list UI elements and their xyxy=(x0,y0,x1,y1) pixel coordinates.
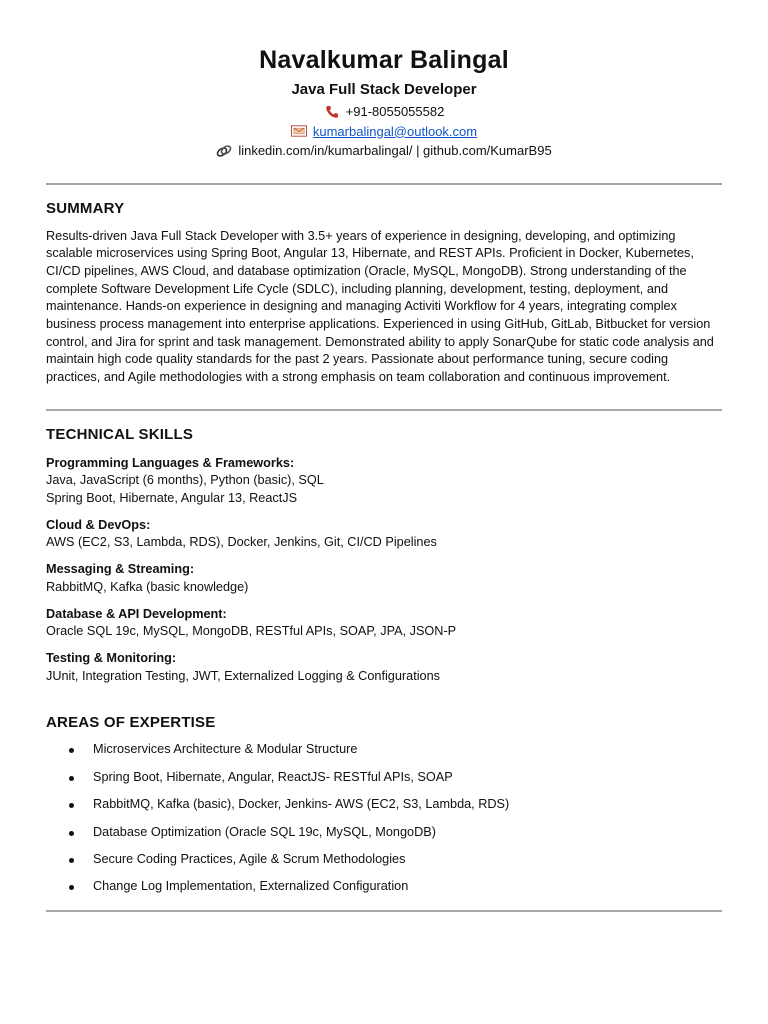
email-link[interactable]: kumarbalingal@outlook.com xyxy=(312,123,478,139)
skill-group-line: JUnit, Integration Testing, JWT, Externalized Logging & Configurations xyxy=(46,668,440,683)
expertise-list xyxy=(46,741,722,895)
skill-group-line: Java, JavaScript (6 months), Python (basic), SQL xyxy=(46,473,324,488)
expertise-heading: AREAS OF EXPERTISE xyxy=(46,714,216,732)
list-item xyxy=(46,796,722,814)
skills-section xyxy=(46,426,722,686)
list-item-text: Database Optimization (Oracle SQL 19c, MySQL, MongoDB) xyxy=(93,824,436,839)
list-item-text: RabbitMQ, Kafka (basic), Docker, Jenkins- AWS (EC2, S3, Lambda, RDS) xyxy=(93,797,510,812)
skill-group-database xyxy=(46,606,722,641)
profile-links[interactable]: linkedin.com/in/kumarbalingal/ | github.com/KumarB95 xyxy=(238,143,552,158)
skill-group-label: Messaging & Streaming: xyxy=(46,562,195,577)
divider xyxy=(46,910,722,912)
divider xyxy=(46,409,722,411)
list-item-text: Change Log Implementation, Externalized Configuration xyxy=(93,879,409,894)
list-item xyxy=(46,741,722,759)
summary-section xyxy=(46,200,722,387)
resume-page xyxy=(46,0,722,912)
bullet-icon xyxy=(69,748,74,753)
bullet-icon xyxy=(69,885,74,890)
phone-number: +91-8055055582 xyxy=(345,104,445,119)
email-line xyxy=(46,122,722,142)
summary-heading: SUMMARY xyxy=(46,199,125,217)
skill-group-label: Database & API Development: xyxy=(46,606,227,621)
job-title: Java Full Stack Developer xyxy=(291,81,477,98)
email-icon xyxy=(291,124,307,138)
skill-group-line: RabbitMQ, Kafka (basic knowledge) xyxy=(46,579,249,594)
skill-group-line: Spring Boot, Hibernate, Angular 13, ReactJS xyxy=(46,490,298,505)
phone-line xyxy=(46,102,722,122)
skill-group-programming xyxy=(46,455,722,508)
list-item xyxy=(46,824,722,842)
list-item-text: Spring Boot, Hibernate, Angular, ReactJS- RESTful APIs, SOAP xyxy=(93,769,453,784)
candidate-name: Navalkumar Balingal xyxy=(259,46,509,74)
skill-group-messaging xyxy=(46,561,722,596)
summary-text: Results-driven Java Full Stack Developer with 3.5+ years of experience in designing, developing, and optimizing scalable microservices using Spring Boot, Angular 13, Hibernate, and REST APIs. Proficient in Docker, Kubernetes, CI/CD pipelines, AWS Cloud, and database optimization (Oracle, MySQL, MongoDB). Strong understanding of the complete Software Development Life Cycle (SDLC), including planning, development, testing, deployment, and maintenance. Hands-on experience in designing and managing Activiti Workflow for 4 years, integrating complex business process management into enterprise applications. Experienced in using GitHub, GitLab, Bitbucket for version control, and Jira for sprint and task management. Demonstrated ability to apply SonarQube for static code analysis and maintain high code quality standards for the past 2 years. Passionate about performance tuning, secure coding practices, and Agile methodologies with a strong emphasis on team collaboration and continuous improvement. xyxy=(46,228,714,385)
divider xyxy=(46,183,722,185)
skill-group-cloud xyxy=(46,517,722,552)
bullet-icon xyxy=(69,831,74,836)
skill-group-line: Oracle SQL 19c, MySQL, MongoDB, RESTful APIs, SOAP, JPA, JSON-P xyxy=(46,624,457,639)
list-item xyxy=(46,769,722,787)
expertise-section xyxy=(46,714,722,895)
bullet-icon xyxy=(69,858,74,863)
skill-group-label: Cloud & DevOps: xyxy=(46,517,151,532)
skill-group-testing xyxy=(46,650,722,685)
list-item-text: Microservices Architecture & Modular Structure xyxy=(93,742,358,757)
link-icon xyxy=(216,144,232,158)
bullet-icon xyxy=(69,776,74,781)
phone-icon xyxy=(324,105,340,119)
resume-header xyxy=(46,0,722,161)
list-item xyxy=(46,878,722,896)
skill-group-label: Programming Languages & Frameworks: xyxy=(46,455,295,470)
list-item xyxy=(46,851,722,869)
profile-links-line xyxy=(46,141,722,161)
skill-group-line: AWS (EC2, S3, Lambda, RDS), Docker, Jenkins, Git, CI/CD Pipelines xyxy=(46,535,437,550)
list-item-text: Secure Coding Practices, Agile & Scrum Methodologies xyxy=(93,851,406,866)
skills-heading: TECHNICAL SKILLS xyxy=(46,425,194,443)
bullet-icon xyxy=(69,803,74,808)
skill-group-label: Testing & Monitoring: xyxy=(46,651,177,666)
